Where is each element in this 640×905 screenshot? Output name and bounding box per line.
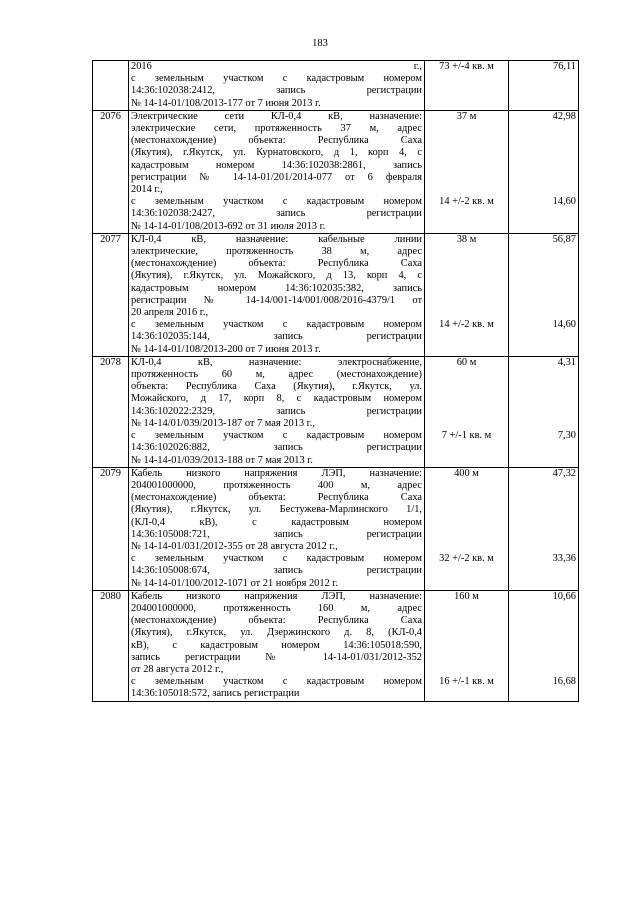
object-line: кадастровым номером 14:36:102035:382, запись: [131, 282, 422, 294]
land-plot-line: 14:36:102035:144, запись регистрации: [131, 331, 422, 343]
object-line: 14:36:102022:2329, запись регистрации: [131, 405, 422, 417]
object-line: запись регистрации № 14-14-01/031/2012-352: [131, 651, 422, 663]
land-plot-line: № 14-14-01/108/2013-177 от 7 июня 2013 г.: [131, 97, 321, 109]
object-line: регистрации № 14-14/001-14/001/008/2016-4379/1 от: [131, 294, 422, 306]
object-line: 204001000000, протяженность 400 м, адрес: [131, 479, 422, 491]
land-plot-area: 16 +/-1 кв. м: [439, 676, 494, 688]
land-plot-line: с земельным участком с кадастровым номером: [131, 196, 422, 208]
object-line: (Якутия), г.Якутск, ул. Курнатовского, д 1, корп 4, с: [131, 147, 422, 159]
object-line: кВ), с кадастровым номером 14:36:105018:590,: [131, 639, 422, 651]
object-description: [129, 356, 425, 467]
land-plot-line: 14:36:105008:674, запись регистрации: [131, 565, 422, 577]
land-plot-value: 7,30: [557, 430, 576, 442]
row-number: 2078: [93, 356, 129, 467]
object-line: (местонахождение) объекта: Республика Саха: [131, 492, 422, 504]
land-plot-value: 76,11: [553, 61, 576, 72]
value-cell: [509, 356, 579, 467]
table-row: [93, 233, 579, 356]
object-line: электрические сети, протяженность 37 м, адрес: [131, 123, 422, 135]
land-plot-line: с земельным участком с кадастровым номером: [131, 319, 422, 331]
object-line: Можайского, д 17, корп 8, с кадастровым номером: [131, 393, 422, 405]
page-number: 183: [312, 38, 328, 49]
land-plot-line: № 14-14-01/108/2013-692 от 31 июля 2013 г.: [131, 220, 326, 232]
object-line: № 14-14/01/039/2013-187 от 7 мая 2013 г.,: [131, 417, 315, 429]
object-line: (местонахождение) объекта: Республика Саха: [131, 135, 422, 147]
table-row: [93, 356, 579, 467]
object-value: 10,66: [552, 590, 576, 602]
object-line: от 28 августа 2012 г.,: [131, 663, 224, 675]
land-plot-line: 14:36:102038:2427, запись регистрации: [131, 208, 422, 220]
row-number: 2079: [93, 467, 129, 590]
value-cell: [509, 233, 579, 356]
object-line: 14:36:105008:721, запись регистрации: [131, 528, 422, 540]
object-line: (Якутия), г.Якутск, ул. Бестужева-Марлинского 1/1,: [131, 504, 422, 516]
land-plot-line: 14:36:105018:572, запись регистрации: [131, 688, 300, 700]
object-value: 56,87: [552, 233, 576, 245]
object-line: (Якутия), г.Якутск, ул. Можайского, д 13, корп 4, с: [131, 270, 422, 282]
land-plot-line: с земельным участком с кадастровым номером: [131, 73, 422, 85]
size-cell: [425, 110, 509, 233]
land-plot-value: 16,68: [552, 676, 576, 688]
object-line: 2014 г.,: [131, 184, 163, 196]
table-row: [93, 467, 579, 590]
size-cell: [425, 467, 509, 590]
object-line: объекта: Республика Саха (Якутия), г.Якутск, ул.: [131, 381, 422, 393]
object-line: протяженность 60 м, адрес (местонахождение): [131, 369, 422, 381]
object-line: Кабель низкого напряжения ЛЭП, назначение:: [131, 467, 422, 479]
object-line: Кабель низкого напряжения ЛЭП, назначение:: [131, 590, 422, 602]
object-size: 60 м: [456, 356, 477, 368]
object-description: [129, 233, 425, 356]
land-plot-value: 33,36: [552, 553, 576, 565]
table-row: [93, 61, 579, 111]
object-line: 204001000000, протяженность 160 м, адрес: [131, 602, 422, 614]
table-row: [93, 590, 579, 701]
object-line: кадастровым номером 14:36:102038:2861, запись: [131, 159, 422, 171]
land-plot-area: 73 +/-4 кв. м: [439, 61, 494, 72]
value-cell: [509, 110, 579, 233]
value-cell: [509, 61, 579, 111]
land-plot-line: № 14-14-01/039/2013-188 от 7 мая 2013 г.: [131, 454, 313, 466]
object-line: регистрации № 14-14-01/201/2014-077 от 6 февраля: [131, 171, 422, 183]
row-number: [93, 61, 129, 111]
object-value: 4,31: [557, 356, 576, 368]
row-number: 2076: [93, 110, 129, 233]
object-description: [129, 110, 425, 233]
object-description: [129, 61, 425, 111]
land-plot-value: 14,60: [552, 319, 576, 331]
object-line: Электрические сети КЛ-0,4 кВ, назначение:: [131, 110, 422, 122]
object-description: [129, 467, 425, 590]
registry-table: [92, 60, 579, 702]
object-line: (КЛ-0,4 кВ), с кадастровым номером: [131, 516, 422, 528]
object-size: 400 м: [454, 467, 479, 479]
land-plot-area: 7 +/-1 кв. м: [441, 430, 492, 442]
size-cell: [425, 590, 509, 701]
land-plot-line: с земельным участком с кадастровым номером: [131, 553, 422, 565]
object-size: 38 м: [456, 233, 477, 245]
object-size: 37 м: [456, 110, 477, 122]
table-row: [93, 110, 579, 233]
land-plot-line: 14:36:102038:2412, запись регистрации: [131, 85, 422, 97]
row-number: 2080: [93, 590, 129, 701]
size-cell: [425, 356, 509, 467]
land-plot-line: № 14-14-01/108/2013-200 от 7 июня 2013 г.: [131, 343, 321, 355]
registry-table-body: [93, 61, 579, 702]
object-line: № 14-14-01/031/2012-355 от 28 августа 2012 г.,: [131, 540, 338, 552]
land-plot-line: 2016 г.,: [131, 61, 422, 72]
land-plot-line: с земельным участком с кадастровым номером: [131, 676, 422, 688]
object-line: КЛ-0,4 кВ, назначение: кабельные линии: [131, 233, 422, 245]
object-line: (местонахождение) объекта: Республика Саха: [131, 615, 422, 627]
object-value: 47,32: [552, 467, 576, 479]
object-value: 42,98: [552, 110, 576, 122]
object-line: 20 апреля 2016 г.,: [131, 307, 209, 319]
object-line: электрические, протяженность 38 м, адрес: [131, 246, 422, 258]
land-plot-line: № 14-14-01/100/2012-1071 от 21 ноября 2012 г.: [131, 577, 339, 589]
land-plot-area: 14 +/-2 кв. м: [439, 196, 494, 208]
land-plot-area: 14 +/-2 кв. м: [439, 319, 494, 331]
object-line: (местонахождение) объекта: Республика Саха: [131, 258, 422, 270]
size-cell: [425, 233, 509, 356]
value-cell: [509, 590, 579, 701]
land-plot-area: 32 +/-2 кв. м: [439, 553, 494, 565]
object-line: КЛ-0,4 кВ, назначение: электроснабжение,: [131, 356, 422, 368]
object-size: 160 м: [454, 590, 479, 602]
row-number: 2077: [93, 233, 129, 356]
land-plot-value: 14,60: [552, 196, 576, 208]
value-cell: [509, 467, 579, 590]
land-plot-line: 14:36:102026:882, запись регистрации: [131, 442, 422, 454]
size-cell: [425, 61, 509, 111]
land-plot-line: с земельным участком с кадастровым номером: [131, 430, 422, 442]
object-line: (Якутия), г.Якутск, ул. Дзержинского д. 8, (КЛ-0,4: [131, 627, 422, 639]
object-description: [129, 590, 425, 701]
